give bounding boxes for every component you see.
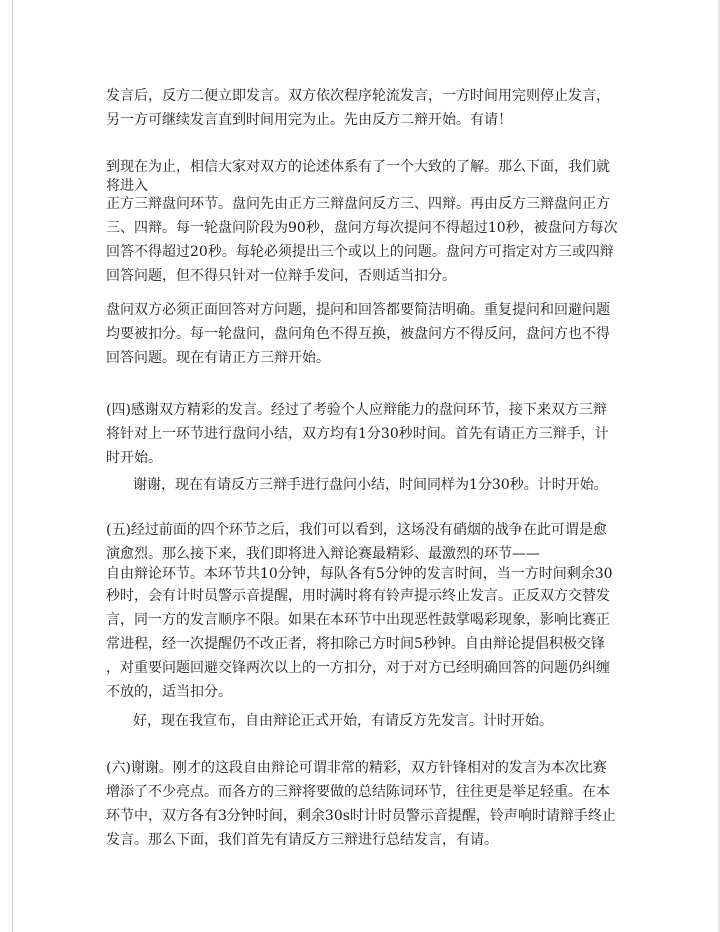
text-line: 发言。那么下面，我们首先有请反方三辩进行总结发言，有请。 bbox=[106, 832, 498, 848]
text-line: 言，同一方的发言顺序不限。如果在本环节中出现恶性鼓掌喝彩现象，影响比赛正 bbox=[106, 612, 610, 628]
text-line: (六)谢谢。刚才的这段自由辩论可谓非常的精彩，双方针锋相对的发言为本次比赛 bbox=[106, 760, 607, 776]
text-line: 演愈烈。那么接下来，我们即将进入辩论赛最精彩、最激烈的环节—— bbox=[106, 546, 540, 562]
text-line: 常进程，经一次提醒仍不改正者，将扣除己方时间5秒钟。自由辩论提倡积极交锋 bbox=[106, 636, 605, 652]
text-line: 秒时，会有计时员警示音提醒，用时满时将有铃声提示终止发言。正反双方交替发 bbox=[106, 588, 610, 604]
text-line: 回答不得超过20秒。每轮必须提出三个或以上的问题。盘问方可指定对方三或四辩 bbox=[106, 244, 614, 260]
text-line: 将进入 bbox=[106, 178, 148, 194]
text-line: 好，现在我宣布，自由辩论正式开始，有请反方先发言。计时开始。 bbox=[133, 713, 553, 729]
text-line: 盘问双方必须正面回答对方问题，提问和回答都要简洁明确。重复提问和回避问题 bbox=[106, 302, 610, 318]
text-line: 发言后，反方二便立即发言。双方依次程序轮流发言，一方时间用完则停止发言， bbox=[106, 88, 610, 104]
text-line: 自由辩论环节。本环节共10分钟，每队各有5分钟的发言时间，当一方时间剩余30 bbox=[106, 566, 613, 582]
text-line: 时开始。 bbox=[106, 450, 162, 466]
text-line: ，对重要问题回避交锋两次以上的一方扣分，对于对方已经明确回答的问题仍纠缠 bbox=[106, 660, 610, 676]
text-line: 另一方可继续发言直到时间用完为止。先由反方二辩开始。有请！ bbox=[106, 112, 512, 128]
text-line: 回答问题，但不得只针对一位辩手发问，否则适当扣分。 bbox=[106, 268, 456, 284]
text-line: 到现在为止，相信大家对双方的论述体系有了一个大致的了解。那么下面，我们就 bbox=[106, 159, 610, 175]
text-line: (五)经过前面的四个环节之后，我们可以看到，这场没有硝烟的战争在此可谓是愈 bbox=[106, 522, 607, 538]
text-line: 将针对上一环节进行盘问小结，双方均有1分30秒时间。首先有请正方三辩手，计 bbox=[106, 426, 609, 442]
left-margin-rule bbox=[12, 0, 13, 932]
text-line: (四)感谢双方精彩的发言。经过了考验个人应辩能力的盘问环节，接下来双方三辩 bbox=[106, 402, 607, 418]
text-line: 增添了不少亮点。而各方的三辩将要做的总结陈词环节，往往更是举足轻重。在本 bbox=[106, 784, 610, 800]
text-line: 谢谢，现在有请反方三辩手进行盘问小结，时间同样为1分30秒。计时开始。 bbox=[133, 477, 608, 493]
text-line: 不放的，适当扣分。 bbox=[106, 684, 232, 700]
text-line: 均要被扣分。每一轮盘问，盘问角色不得互换，被盘问方不得反问，盘问方也不得 bbox=[106, 326, 610, 342]
text-line: 回答问题。现在有请正方三辩开始。 bbox=[106, 350, 330, 366]
text-line: 正方三辩盘问环节。盘问先由正方三辩盘问反方三、四辩。再由反方三辩盘问正方 bbox=[106, 196, 610, 212]
text-line: 三、四辩。每一轮盘问阶段为90秒，盘问方每次提问不得超过10秒，被盘问方每次 bbox=[106, 220, 618, 236]
text-line: 环节中，双方各有3分钟时间，剩余30s时计时员警示音提醒，铃声响时请辩手终止 bbox=[106, 808, 616, 824]
